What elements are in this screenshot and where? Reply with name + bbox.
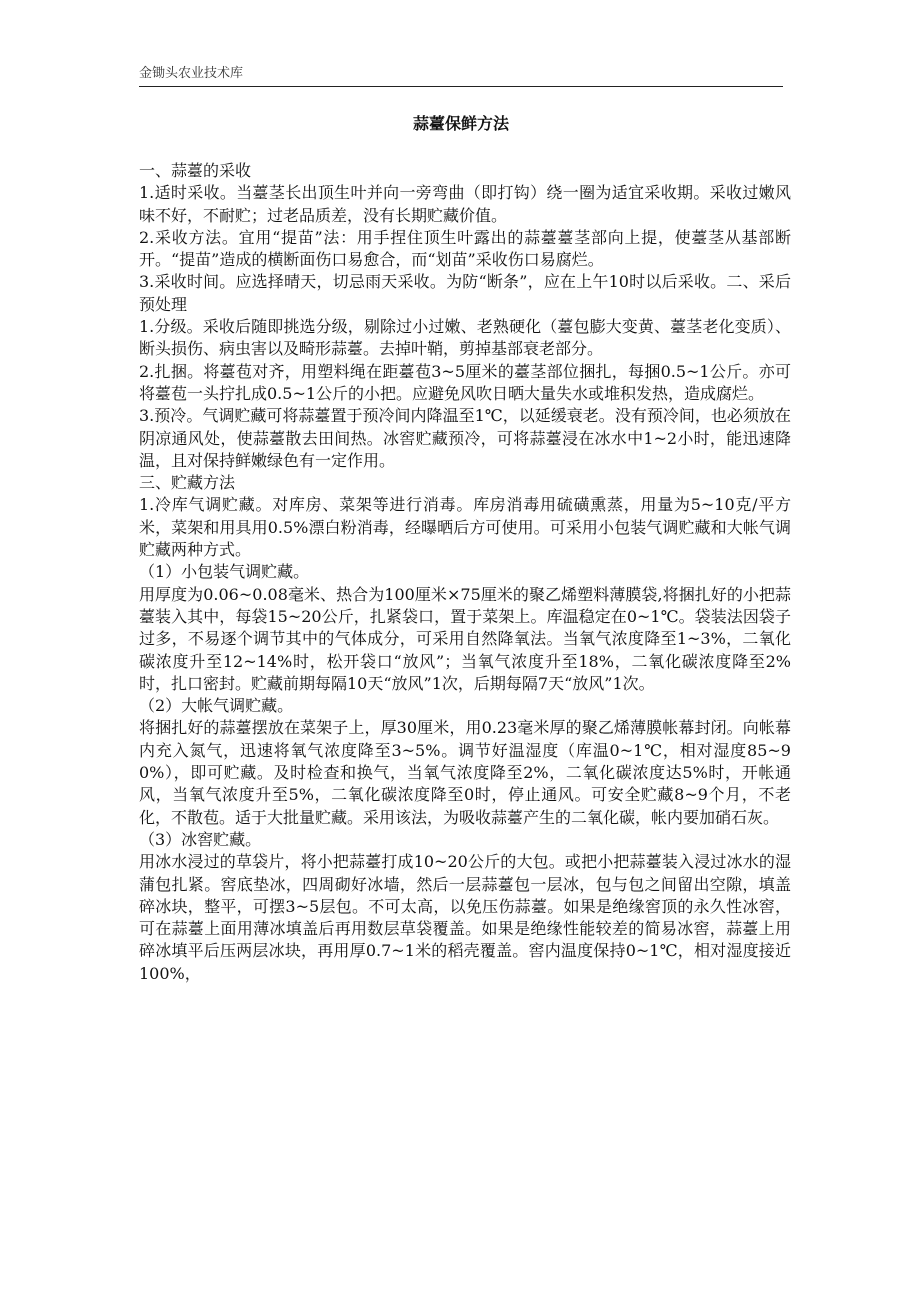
paragraph: 2.扎捆。将薹苞对齐，用塑料绳在距薹苞3~5厘米的薹茎部位捆扎，每捆0.5~1公斤。亦可将薹苞一头拧扎成0.5~1公斤的小把。应避免风吹日晒大量失水或堆积发热，造成腐烂。 — [139, 361, 791, 403]
paragraph: 1.冷库气调贮藏。对库房、菜架等进行消毒。库房消毒用硫磺熏蒸，用量为5~10克/平方米，菜架和用具用0.5%漂白粉消毒，经曝晒后方可使用。可采用小包装气调贮藏和大帐气调贮藏两种方式。 — [139, 495, 791, 560]
paragraph: 1.适时采收。当薹茎长出顶生叶并向一旁弯曲（即打钩）绕一圈为适宜采收期。采收过嫩风味不好，不耐贮；过老品质差，没有长期贮藏价值。 — [139, 183, 791, 225]
subheading: （1）小包装气调贮藏。 — [139, 562, 310, 582]
document-body — [139, 160, 791, 985]
paragraph: 将捆扎好的蒜薹摆放在菜架子上，厚30厘米，用0.23毫米厚的聚乙烯薄膜帐幕封闭。向帐幕内充入氮气，迅速将氧气浓度降至3~5%。调节好温湿度（库温0~1℃，相对湿度85~90%），即可贮藏。及时检查和换气，当氧气浓度降至2%，二氧化碳浓度达5%时，开帐通风，当氧气浓度升至5%，二氧化碳浓度降至0时，停止通风。可安全贮藏8~9个月，不老化，不散苞。适于大批量贮藏。采用该法，为吸收蒜薹产生的二氧化碳，帐内要加硝石灰。 — [139, 718, 791, 827]
header-source-text: 金锄头农业技术库 — [139, 66, 244, 81]
paragraph: 3.采收时间。应选择晴天，切忌雨天采收。为防“断条”，应在上午10时以后采收。二、采后预处理 — [139, 272, 791, 314]
page-header — [139, 62, 783, 87]
paragraph: 2.采收方法。宜用“提苗”法：用手捏住顶生叶露出的蒜薹薹茎部向上提，使薹茎从基部断开。“提苗”造成的横断面伤口易愈合，而“划苗”采收伤口易腐烂。 — [139, 227, 791, 270]
subheading: （3）冰窖贮藏。 — [139, 829, 262, 849]
subheading: （2）大帐气调贮藏。 — [139, 696, 294, 716]
paragraph: 用冰水浸过的草袋片，将小把蒜薹打成10~20公斤的大包。或把小把蒜薹装入浸过冰水的湿蒲包扎紧。窖底垫冰，四周砌好冰墙，然后一层蒜薹包一层冰，包与包之间留出空隙，填盖碎冰块，整平，可摆3~5层包。不可太高，以免压伤蒜薹。如果是绝缘窖顶的永久性冰窖，可在蒜薹上面用薄冰填盖后再用数层草袋覆盖。如果是绝缘性能较差的简易冰窖，蒜薹上用碎冰填平后压两层冰块，再用厚0.7~1米的稻壳覆盖。窖内温度保持0~1℃，相对湿度接近100%， — [139, 852, 791, 983]
paragraph: 1.分级。采收后随即挑选分级，剔除过小过嫩、老熟硬化（薹包膨大变黄、薹茎老化变质）、断头损伤、病虫害以及畸形蒜薹。去掉叶鞘，剪掉基部衰老部分。 — [139, 317, 791, 359]
document-title: 蒜薹保鲜方法 — [412, 114, 509, 133]
paragraph: 3.预冷。气调贮藏可将蒜薹置于预冷间内降温至1℃，以延缓衰老。没有预冷间，也必须放在阴凉通风处，使蒜薹散去田间热。冰窖贮藏预冷，可将蒜薹浸在冰水中1~2小时，能迅速降温，且对保持鲜嫩绿色有一定作用。 — [139, 406, 791, 470]
paragraph: 用厚度为0.06~0.08毫米、热合为100厘米×75厘米的聚乙烯塑料薄膜袋,将捆扎好的小把蒜薹装入其中，每袋15~20公斤，扎紧袋口，置于菜架上。库温稳定在0~1℃。袋装法因袋子过多，不易逐个调节其中的气体成分，可采用自然降氧法。当氧气浓度降至1~3%，二氧化碳浓度升至12~14%时，松开袋口“放风”；当氧气浓度升至18%，二氧化碳浓度降至2%时，扎口密封。贮藏前期每隔10天“放风”1次，后期每隔7天“放风”1次。 — [139, 584, 791, 693]
section-heading-harvest: 一、蒜薹的采收 — [139, 161, 252, 180]
section-heading-storage: 三、贮藏方法 — [139, 473, 236, 493]
